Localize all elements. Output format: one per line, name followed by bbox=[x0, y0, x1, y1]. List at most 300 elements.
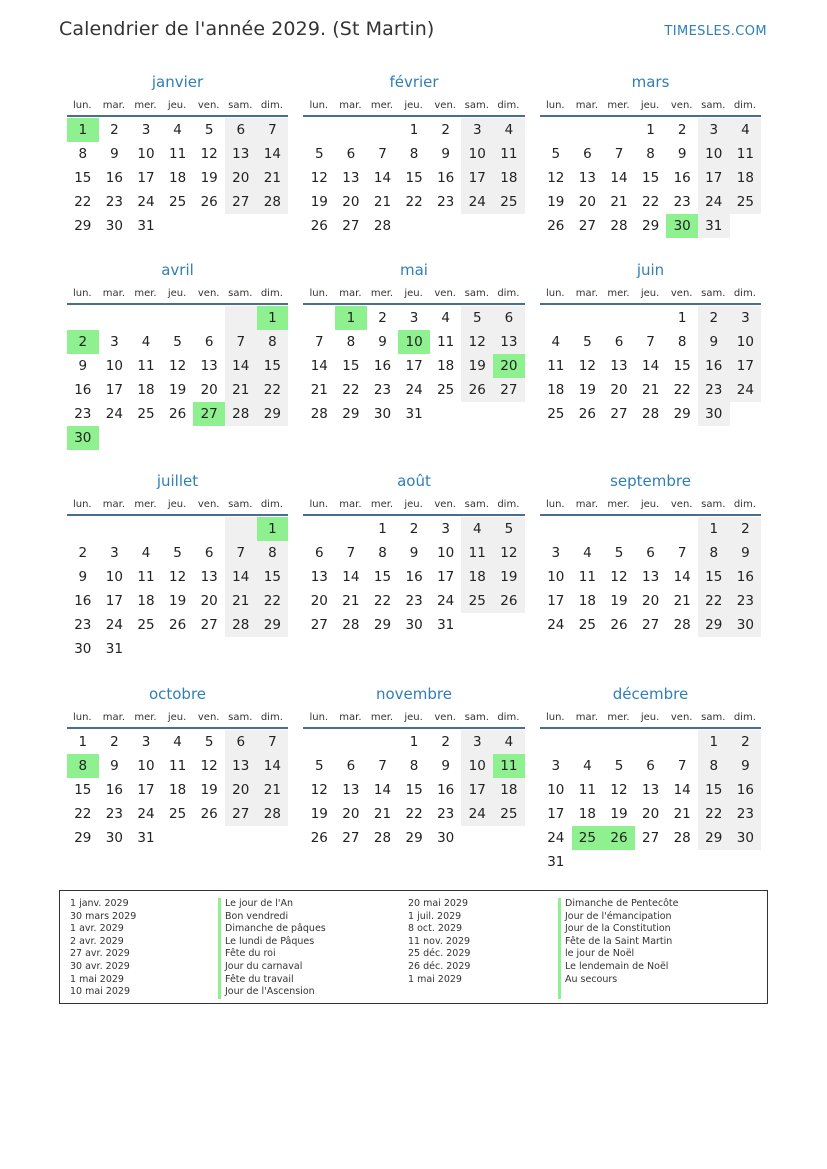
day-cell: 24 bbox=[105, 617, 123, 633]
day-cell: 6 bbox=[583, 146, 592, 162]
day-cell: 26 bbox=[578, 406, 596, 422]
day-cell: 19 bbox=[168, 382, 187, 398]
day-cell: 3 bbox=[551, 758, 561, 774]
day-blank bbox=[540, 306, 572, 330]
day-cell: 22 bbox=[405, 806, 423, 822]
day-cell: 29 bbox=[257, 402, 289, 426]
day-cell: 31 bbox=[547, 854, 565, 870]
day-cell: 3 bbox=[409, 310, 419, 326]
weekday-label: sam. bbox=[701, 100, 726, 111]
day-blank bbox=[635, 730, 667, 754]
day-blank bbox=[162, 306, 194, 330]
month-name: juillet bbox=[156, 472, 199, 490]
day-cell: 5 bbox=[204, 734, 214, 750]
day-cell: 11 bbox=[137, 358, 155, 374]
weekday-label: lun. bbox=[545, 288, 565, 299]
day-cell: 10 bbox=[461, 142, 493, 166]
day-cell: 12 bbox=[493, 541, 525, 565]
weekday-label: mer. bbox=[134, 288, 157, 299]
legend-entry: Au secours bbox=[565, 973, 618, 985]
day-cell: 5 bbox=[493, 517, 525, 541]
weekday-label: sam. bbox=[464, 100, 489, 111]
day-cell: 14 bbox=[673, 782, 691, 798]
day-cell: 25 bbox=[578, 617, 596, 633]
day-cell: 2 bbox=[110, 734, 119, 750]
site-link[interactable]: TIMESLES.COM bbox=[664, 24, 767, 39]
day-cell: 17 bbox=[461, 778, 493, 802]
day-cell: 16 bbox=[74, 382, 92, 398]
day-cell: 9 bbox=[441, 758, 450, 774]
day-holiday: 30 bbox=[67, 426, 99, 450]
weekday-label: ven. bbox=[197, 100, 220, 111]
day-cell: 25 bbox=[493, 190, 525, 214]
day-cell: 15 bbox=[405, 170, 423, 186]
day-cell: 14 bbox=[373, 782, 392, 798]
weekday-label: ven. bbox=[670, 288, 693, 299]
month-8 bbox=[540, 470, 761, 683]
day-cell: 7 bbox=[614, 146, 624, 162]
day-blank bbox=[67, 306, 99, 330]
weekday-label: lun. bbox=[309, 499, 329, 510]
months-grid bbox=[67, 71, 761, 895]
day-cell: 19 bbox=[493, 565, 525, 589]
day-cell: 8 bbox=[378, 545, 387, 561]
weekday-header bbox=[540, 706, 762, 729]
day-cell: 27 bbox=[225, 190, 257, 214]
day-cell: 16 bbox=[74, 593, 92, 609]
day-blank bbox=[635, 306, 667, 330]
weekday-label: lun. bbox=[309, 100, 329, 111]
day-cell: 18 bbox=[461, 565, 493, 589]
days-grid bbox=[67, 305, 288, 450]
weekday-label: lun. bbox=[72, 100, 92, 111]
day-cell: 15 bbox=[373, 569, 392, 585]
day-cell: 12 bbox=[200, 758, 218, 774]
day-cell: 7 bbox=[225, 330, 257, 354]
day-cell: 19 bbox=[200, 170, 218, 186]
day-cell: 7 bbox=[677, 545, 687, 561]
day-cell: 18 bbox=[730, 166, 762, 190]
weekday-label: sam. bbox=[228, 712, 253, 723]
day-cell: 8 bbox=[257, 541, 289, 565]
day-cell: 30 bbox=[105, 830, 123, 846]
day-cell: 21 bbox=[673, 806, 691, 822]
day-cell: 31 bbox=[405, 406, 423, 422]
legend-dates-col-1 bbox=[70, 898, 218, 999]
day-cell: 10 bbox=[461, 754, 493, 778]
day-cell: 20 bbox=[610, 382, 628, 398]
day-holiday: 1 bbox=[257, 306, 289, 330]
day-cell: 28 bbox=[310, 406, 328, 422]
day-cell: 18 bbox=[493, 166, 525, 190]
legend-dates-col-2 bbox=[408, 898, 558, 999]
day-cell: 14 bbox=[641, 358, 660, 374]
day-cell: 18 bbox=[168, 782, 187, 798]
month-name: avril bbox=[161, 261, 194, 279]
days-grid bbox=[540, 305, 761, 426]
month-name: février bbox=[389, 73, 439, 91]
days-grid bbox=[540, 516, 761, 637]
day-blank bbox=[367, 730, 399, 754]
day-cell: 23 bbox=[373, 382, 392, 398]
day-cell: 29 bbox=[257, 613, 289, 637]
day-cell: 27 bbox=[641, 830, 660, 846]
day-cell: 23 bbox=[730, 802, 762, 826]
month-6 bbox=[67, 470, 288, 683]
weekday-label: mar. bbox=[575, 499, 599, 510]
month-0 bbox=[67, 71, 288, 259]
day-cell: 30 bbox=[730, 613, 762, 637]
day-cell: 9 bbox=[110, 146, 119, 162]
day-cell: 18 bbox=[547, 382, 565, 398]
weekday-label: jeu. bbox=[404, 288, 423, 299]
day-cell: 14 bbox=[610, 170, 628, 186]
month-2 bbox=[540, 71, 761, 259]
weekday-label: dim. bbox=[497, 288, 520, 299]
day-cell: 24 bbox=[461, 802, 493, 826]
days-grid bbox=[67, 729, 288, 850]
day-cell: 23 bbox=[730, 589, 762, 613]
day-blank bbox=[603, 306, 635, 330]
day-blank bbox=[99, 306, 131, 330]
day-blank bbox=[130, 517, 162, 541]
day-holiday: 20 bbox=[493, 354, 525, 378]
day-cell: 20 bbox=[310, 593, 328, 609]
day-cell: 13 bbox=[641, 569, 660, 585]
day-cell: 6 bbox=[614, 334, 624, 350]
day-cell: 12 bbox=[610, 569, 628, 585]
page-title: Calendrier de l'année 2029. (St Martin) bbox=[59, 18, 435, 40]
day-cell: 28 bbox=[225, 402, 257, 426]
day-cell: 26 bbox=[310, 830, 328, 846]
day-cell: 23 bbox=[105, 194, 123, 210]
day-cell: 7 bbox=[225, 541, 257, 565]
day-cell: 2 bbox=[409, 521, 419, 537]
day-cell: 1 bbox=[409, 122, 419, 138]
day-cell: 28 bbox=[373, 830, 392, 846]
day-cell: 21 bbox=[342, 593, 360, 609]
legend-entry: Fête du travail bbox=[225, 973, 294, 985]
day-cell: 19 bbox=[610, 806, 628, 822]
day-cell: 30 bbox=[373, 406, 392, 422]
day-cell: 16 bbox=[730, 565, 762, 589]
day-blank bbox=[572, 517, 604, 541]
day-cell: 29 bbox=[698, 613, 730, 637]
day-cell: 18 bbox=[137, 382, 155, 398]
day-cell: 29 bbox=[698, 826, 730, 850]
legend-entry: 1 janv. 2029 bbox=[70, 898, 129, 909]
day-cell: 27 bbox=[225, 802, 257, 826]
day-cell: 26 bbox=[461, 378, 493, 402]
day-blank bbox=[304, 306, 336, 330]
day-cell: 14 bbox=[373, 170, 392, 186]
weekday-label: dim. bbox=[733, 288, 756, 299]
day-cell: 8 bbox=[677, 334, 687, 350]
day-cell: 3 bbox=[461, 118, 493, 142]
weekday-label: sam. bbox=[464, 499, 489, 510]
day-cell: 14 bbox=[257, 754, 289, 778]
legend-entry: Dimanche de pâques bbox=[225, 923, 326, 935]
day-cell: 28 bbox=[373, 218, 392, 234]
day-cell: 13 bbox=[493, 330, 525, 354]
day-cell: 25 bbox=[437, 382, 455, 398]
day-cell: 9 bbox=[698, 330, 730, 354]
day-cell: 16 bbox=[673, 170, 691, 186]
day-cell: 16 bbox=[105, 782, 123, 798]
day-cell: 9 bbox=[441, 146, 450, 162]
day-cell: 8 bbox=[346, 334, 356, 350]
weekday-header bbox=[303, 706, 525, 729]
weekday-label: sam. bbox=[701, 712, 726, 723]
weekday-label: mer. bbox=[134, 712, 157, 723]
weekday-label: mar. bbox=[339, 100, 362, 111]
day-cell: 19 bbox=[461, 354, 493, 378]
weekday-label: dim. bbox=[497, 499, 520, 510]
weekday-label: mar. bbox=[102, 712, 126, 723]
weekday-label: sam. bbox=[228, 499, 253, 510]
day-cell: 7 bbox=[257, 730, 289, 754]
day-cell: 2 bbox=[677, 122, 687, 138]
weekday-label: jeu. bbox=[404, 100, 423, 111]
day-cell: 5 bbox=[315, 146, 324, 162]
day-cell: 5 bbox=[173, 545, 182, 561]
days-grid bbox=[67, 117, 288, 238]
weekday-header bbox=[67, 94, 289, 117]
weekday-label: dim. bbox=[260, 288, 283, 299]
month-9 bbox=[67, 683, 288, 895]
day-cell: 14 bbox=[342, 569, 360, 585]
day-cell: 9 bbox=[730, 754, 762, 778]
day-cell: 7 bbox=[257, 118, 289, 142]
day-cell: 9 bbox=[78, 569, 88, 585]
day-cell: 10 bbox=[137, 146, 155, 162]
day-cell: 20 bbox=[641, 806, 660, 822]
day-blank bbox=[572, 306, 604, 330]
legend-entry: 1 mai 2029 bbox=[408, 973, 462, 985]
day-cell: 27 bbox=[342, 830, 360, 846]
legend-entry: Bon vendredi bbox=[225, 910, 289, 922]
day-cell: 26 bbox=[310, 218, 328, 234]
day-cell: 18 bbox=[137, 593, 155, 609]
day-blank bbox=[367, 118, 399, 142]
weekday-label: lun. bbox=[72, 499, 92, 510]
month-name: janvier bbox=[151, 73, 204, 91]
day-cell: 26 bbox=[200, 194, 218, 210]
day-cell: 23 bbox=[437, 194, 455, 210]
weekday-label: mer. bbox=[370, 499, 394, 510]
day-blank bbox=[540, 517, 572, 541]
weekday-label: jeu. bbox=[167, 712, 187, 723]
day-cell: 15 bbox=[257, 565, 289, 589]
day-holiday: 10 bbox=[398, 330, 430, 354]
day-cell: 6 bbox=[204, 545, 214, 561]
day-cell: 2 bbox=[730, 517, 762, 541]
day-cell: 20 bbox=[342, 194, 360, 210]
day-cell: 10 bbox=[547, 569, 565, 585]
day-cell: 24 bbox=[137, 806, 155, 822]
weekday-label: mer. bbox=[607, 499, 630, 510]
day-cell: 4 bbox=[141, 334, 151, 350]
day-cell: 9 bbox=[110, 758, 119, 774]
legend-entry: le jour de Noël bbox=[565, 948, 635, 960]
day-cell: 19 bbox=[610, 593, 628, 609]
day-cell: 7 bbox=[677, 758, 687, 774]
legend-entry: 30 avr. 2029 bbox=[70, 960, 130, 972]
legend-names-col-1 bbox=[218, 898, 408, 999]
day-cell: 13 bbox=[578, 170, 596, 186]
weekday-label: mar. bbox=[339, 288, 362, 299]
day-cell: 30 bbox=[730, 826, 762, 850]
day-cell: 6 bbox=[315, 545, 324, 561]
day-cell: 19 bbox=[310, 194, 328, 210]
day-cell: 27 bbox=[310, 617, 328, 633]
legend-entry: Le jour de l'An bbox=[225, 898, 294, 909]
day-cell: 24 bbox=[730, 378, 762, 402]
day-cell: 16 bbox=[698, 354, 730, 378]
weekday-label: mar. bbox=[339, 499, 362, 510]
day-cell: 20 bbox=[641, 593, 660, 609]
day-cell: 15 bbox=[342, 358, 360, 374]
day-cell: 19 bbox=[200, 782, 218, 798]
day-cell: 9 bbox=[730, 541, 762, 565]
day-cell: 4 bbox=[551, 334, 561, 350]
day-cell: 17 bbox=[105, 593, 123, 609]
day-cell: 21 bbox=[610, 194, 628, 210]
weekday-header bbox=[67, 493, 289, 516]
day-cell: 6 bbox=[225, 730, 257, 754]
day-cell: 31 bbox=[437, 617, 455, 633]
legend-entry: Dimanche de Pentecôte bbox=[565, 898, 679, 909]
day-cell: 15 bbox=[74, 170, 92, 186]
legend-entry: Fête de la Saint Martin bbox=[565, 935, 673, 947]
day-holiday: 1 bbox=[257, 517, 289, 541]
day-cell: 30 bbox=[105, 218, 123, 234]
day-cell: 21 bbox=[641, 382, 660, 398]
day-blank bbox=[193, 306, 225, 330]
day-cell: 19 bbox=[578, 382, 596, 398]
day-cell: 3 bbox=[110, 545, 119, 561]
day-cell: 22 bbox=[257, 378, 289, 402]
holiday-legend bbox=[59, 890, 768, 1004]
weekday-header bbox=[540, 493, 762, 516]
day-cell: 18 bbox=[437, 358, 455, 374]
day-cell: 25 bbox=[137, 617, 155, 633]
day-cell: 8 bbox=[257, 330, 289, 354]
day-cell: 27 bbox=[342, 218, 360, 234]
legend-entry: Le lendemain de Noël bbox=[565, 960, 669, 972]
day-cell: 25 bbox=[137, 406, 155, 422]
day-cell: 6 bbox=[204, 334, 214, 350]
legend-entry: Le lundi de Pâques bbox=[225, 935, 315, 947]
weekday-label: mar. bbox=[102, 288, 126, 299]
month-3 bbox=[67, 259, 288, 470]
day-cell: 12 bbox=[578, 358, 596, 374]
day-cell: 6 bbox=[346, 146, 356, 162]
day-cell: 5 bbox=[461, 306, 493, 330]
weekday-label: dim. bbox=[733, 712, 756, 723]
day-cell: 4 bbox=[441, 310, 450, 326]
day-cell: 27 bbox=[200, 617, 218, 633]
day-cell: 10 bbox=[698, 142, 730, 166]
day-cell: 31 bbox=[137, 830, 155, 846]
day-cell: 26 bbox=[168, 406, 187, 422]
weekday-label: dim. bbox=[260, 100, 283, 111]
weekday-label: ven. bbox=[434, 499, 456, 510]
day-blank bbox=[193, 517, 225, 541]
weekday-label: sam. bbox=[228, 288, 253, 299]
day-cell: 28 bbox=[641, 406, 660, 422]
day-cell: 26 bbox=[493, 589, 525, 613]
day-cell: 27 bbox=[641, 617, 660, 633]
day-cell: 7 bbox=[315, 334, 324, 350]
day-cell: 11 bbox=[730, 142, 762, 166]
day-blank bbox=[304, 517, 336, 541]
day-cell: 9 bbox=[378, 334, 387, 350]
weekday-label: ven. bbox=[434, 712, 456, 723]
month-name: septembre bbox=[610, 472, 691, 490]
day-cell: 13 bbox=[610, 358, 628, 374]
day-cell: 26 bbox=[547, 218, 565, 234]
day-cell: 17 bbox=[105, 382, 123, 398]
day-cell: 16 bbox=[105, 170, 123, 186]
weekday-label: lun. bbox=[309, 712, 329, 723]
day-cell: 28 bbox=[673, 617, 691, 633]
month-name: mars bbox=[631, 73, 670, 91]
day-cell: 24 bbox=[547, 830, 565, 846]
day-blank bbox=[666, 730, 698, 754]
weekday-label: ven. bbox=[670, 499, 693, 510]
day-cell: 16 bbox=[437, 782, 455, 798]
day-cell: 7 bbox=[378, 758, 387, 774]
day-cell: 17 bbox=[730, 354, 762, 378]
day-cell: 13 bbox=[225, 754, 257, 778]
day-cell: 12 bbox=[168, 569, 187, 585]
weekday-label: jeu. bbox=[167, 499, 187, 510]
month-10 bbox=[304, 683, 525, 895]
day-cell: 30 bbox=[698, 402, 730, 426]
day-cell: 17 bbox=[437, 569, 455, 585]
day-holiday: 27 bbox=[193, 402, 225, 426]
legend-entry: 1 mai 2029 bbox=[70, 973, 124, 985]
day-cell: 19 bbox=[310, 806, 328, 822]
day-cell: 2 bbox=[378, 310, 387, 326]
day-cell: 11 bbox=[493, 142, 525, 166]
weekday-label: mer. bbox=[370, 288, 394, 299]
day-cell: 30 bbox=[437, 830, 455, 846]
month-1 bbox=[304, 71, 525, 259]
day-holiday: 8 bbox=[67, 754, 99, 778]
day-cell: 14 bbox=[225, 565, 257, 589]
day-cell: 15 bbox=[641, 170, 660, 186]
day-cell: 20 bbox=[200, 382, 218, 398]
weekday-label: lun. bbox=[72, 712, 92, 723]
day-cell: 18 bbox=[578, 593, 596, 609]
day-cell: 11 bbox=[168, 146, 187, 162]
day-cell: 8 bbox=[409, 758, 419, 774]
day-blank bbox=[540, 118, 572, 142]
days-grid bbox=[540, 117, 761, 238]
day-cell: 13 bbox=[310, 569, 328, 585]
weekday-label: lun. bbox=[545, 499, 565, 510]
weekday-label: ven. bbox=[197, 288, 220, 299]
day-cell: 29 bbox=[342, 406, 360, 422]
day-blank bbox=[335, 118, 367, 142]
day-cell: 4 bbox=[730, 118, 762, 142]
day-cell: 18 bbox=[578, 806, 596, 822]
day-cell: 24 bbox=[437, 593, 455, 609]
day-cell: 13 bbox=[200, 358, 218, 374]
day-cell: 24 bbox=[405, 382, 423, 398]
